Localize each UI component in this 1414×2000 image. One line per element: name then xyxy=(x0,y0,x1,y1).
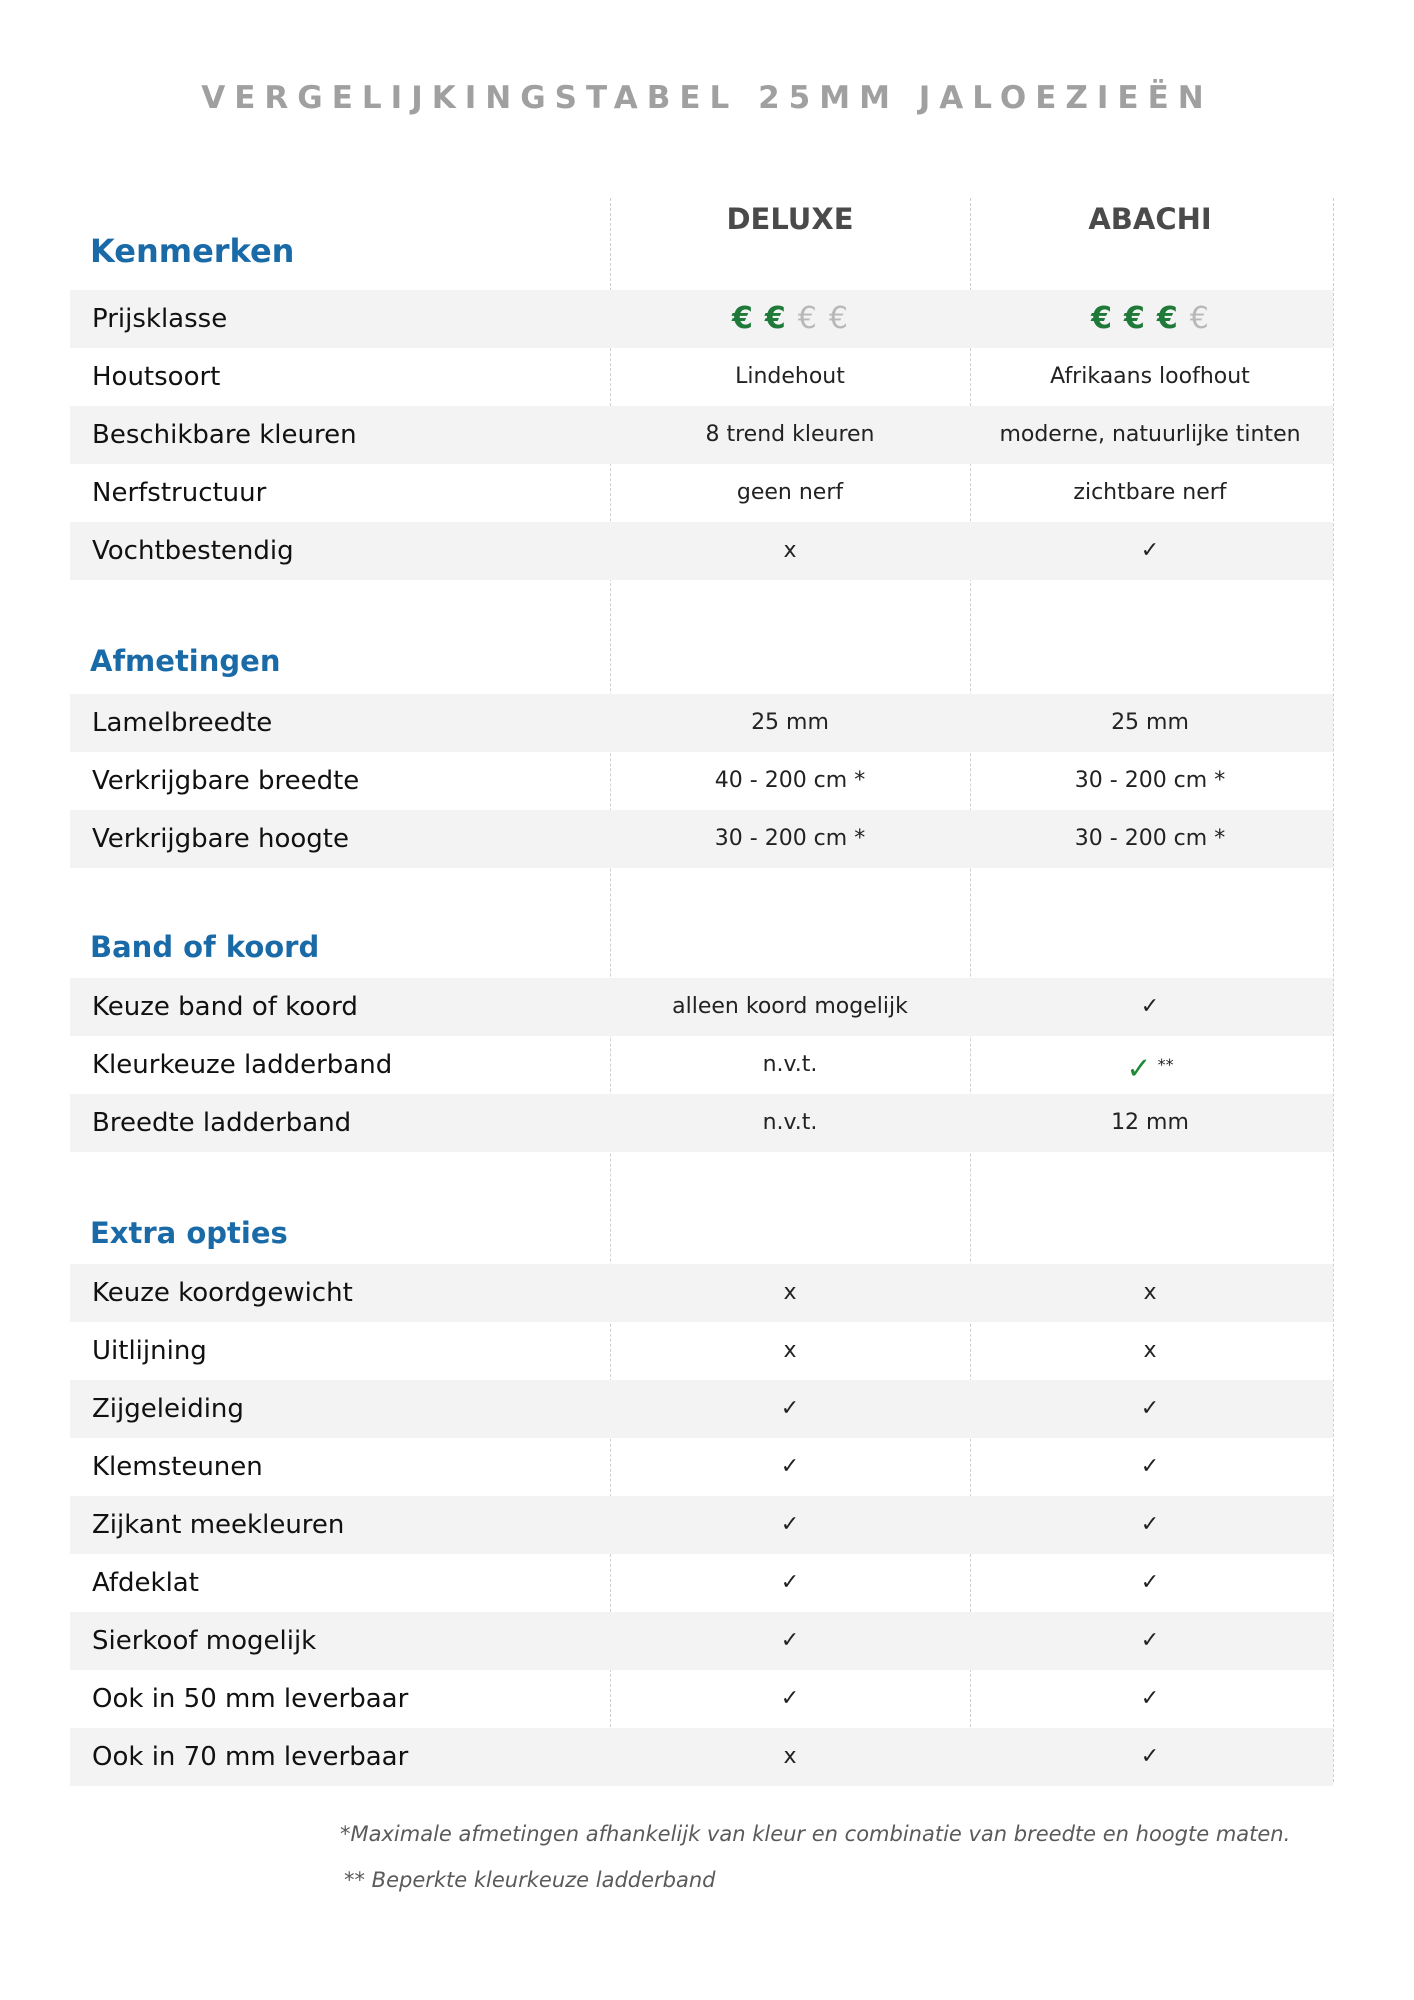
row-label: Zijkant meekleuren xyxy=(92,1510,345,1540)
row-label: Houtsoort xyxy=(92,362,221,392)
cell-abachi: 12 mm xyxy=(1111,1110,1189,1135)
cell-deluxe: n.v.t. xyxy=(762,1052,818,1077)
cell-abachi xyxy=(970,1036,1330,1101)
cell-deluxe: alleen koord mogelijk xyxy=(672,994,908,1019)
check-icon: ✓ xyxy=(1140,1454,1160,1479)
table-row xyxy=(70,1554,1333,1612)
euro-icon: € xyxy=(797,301,817,336)
price-rating-abachi xyxy=(970,290,1330,351)
check-icon: ✓ xyxy=(780,1570,800,1595)
cell-abachi: moderne, natuurlijke tinten xyxy=(999,422,1301,447)
column-header-deluxe: DELUXE xyxy=(726,202,854,236)
row-label: Zijgeleiding xyxy=(92,1394,244,1424)
euro-icon: € xyxy=(1124,301,1145,336)
cell-deluxe: 8 trend kleuren xyxy=(705,422,875,447)
price-rating-deluxe xyxy=(610,290,970,351)
row-label: Sierkoof mogelijk xyxy=(92,1626,317,1656)
euro-icon: € xyxy=(828,301,848,336)
check-icon: ✓ xyxy=(1140,994,1160,1019)
check-icon: ✓ xyxy=(1140,1686,1160,1711)
table-row xyxy=(70,1612,1333,1670)
row-label: Lamelbreedte xyxy=(92,708,273,738)
check-icon: ✓ xyxy=(1140,1512,1160,1537)
euro-icon: € xyxy=(1189,301,1209,336)
table-row xyxy=(70,752,1333,810)
cell-abachi: 30 - 200 cm * xyxy=(1074,768,1226,793)
table-row xyxy=(70,1728,1333,1786)
cell-abachi: 25 mm xyxy=(1111,710,1189,735)
euro-icon: € xyxy=(1156,301,1178,336)
row-label: Breedte ladderband xyxy=(92,1108,352,1138)
table-row xyxy=(70,406,1333,464)
cell-deluxe: Lindehout xyxy=(735,364,845,389)
row-label: Kleurkeuze ladderband xyxy=(92,1050,393,1080)
cell-deluxe: 40 - 200 cm * xyxy=(714,768,866,793)
row-label: Verkrijgbare hoogte xyxy=(92,824,349,854)
table-row xyxy=(70,694,1333,752)
column-header-abachi: ABACHI xyxy=(1088,202,1212,236)
row-label: Klemsteunen xyxy=(92,1452,263,1482)
table-row xyxy=(70,978,1333,1036)
section-heading-afmetingen: Afmetingen xyxy=(90,644,281,678)
euro-icon: € xyxy=(1091,301,1113,336)
row-label: Nerfstructuur xyxy=(92,478,267,508)
row-label: Uitlijning xyxy=(92,1336,207,1366)
footnote-marker: ** xyxy=(1157,1055,1174,1074)
section-heading-band-of-koord: Band of koord xyxy=(90,930,320,964)
check-icon: ✓ xyxy=(1140,1744,1160,1769)
cell-abachi: Afrikaans loofhout xyxy=(1050,364,1250,389)
row-label: Ook in 50 mm leverbaar xyxy=(92,1684,409,1714)
cell-abachi: zichtbare nerf xyxy=(1073,480,1227,505)
cross-icon: x xyxy=(1143,1280,1157,1305)
table-row xyxy=(70,1380,1333,1438)
cell-deluxe: 30 - 200 cm * xyxy=(714,826,866,851)
section-heading-kenmerken: Kenmerken xyxy=(90,232,295,270)
row-label: Beschikbare kleuren xyxy=(92,420,357,450)
table-row xyxy=(70,1496,1333,1554)
table-row xyxy=(70,1670,1333,1728)
euro-icon: € xyxy=(764,301,786,336)
table-row-prijsklasse xyxy=(70,290,1333,348)
row-label: Ook in 70 mm leverbaar xyxy=(92,1742,409,1772)
section-heading-extra-opties: Extra opties xyxy=(90,1216,288,1250)
row-label: Prijsklasse xyxy=(92,304,228,334)
check-icon: ✓ xyxy=(780,1628,800,1653)
check-icon: ✓ xyxy=(1140,538,1160,563)
check-icon: ✓ xyxy=(780,1454,800,1479)
check-icon: ✓ xyxy=(1140,1396,1160,1421)
row-label: Vochtbestendig xyxy=(92,536,294,566)
table-row xyxy=(70,1438,1333,1496)
cell-deluxe: n.v.t. xyxy=(762,1110,818,1135)
cross-icon: x xyxy=(783,538,797,563)
table-row xyxy=(70,464,1333,522)
footnote-dimensions: *Maximale afmetingen afhankelijk van kleur en combinatie van breedte en hoogte maten. xyxy=(340,1822,1291,1846)
column-divider xyxy=(1333,198,1334,1782)
row-label: Afdeklat xyxy=(92,1568,199,1598)
cell-abachi: 30 - 200 cm * xyxy=(1074,826,1226,851)
check-icon: ✓ xyxy=(780,1512,800,1537)
table-row xyxy=(70,1264,1333,1322)
check-icon: ✓ xyxy=(1140,1628,1160,1653)
cross-icon: x xyxy=(783,1280,797,1305)
table-row xyxy=(70,1322,1333,1380)
row-label: Keuze band of koord xyxy=(92,992,358,1022)
cell-deluxe: 25 mm xyxy=(751,710,829,735)
row-label: Verkrijgbare breedte xyxy=(92,766,360,796)
table-row xyxy=(70,1094,1333,1152)
page-title: VERGELIJKINGSTABEL 25MM JALOEZIEËN xyxy=(201,80,1213,116)
check-icon: ✓ xyxy=(1140,1570,1160,1595)
check-icon: ✓ xyxy=(780,1396,800,1421)
table-row xyxy=(70,1036,1333,1094)
table-row xyxy=(70,522,1333,580)
table-row xyxy=(70,810,1333,868)
footnote-ladderband: ** Beperkte kleurkeuze ladderband xyxy=(344,1868,716,1892)
check-icon: ✓ xyxy=(1126,1051,1152,1087)
cross-icon: x xyxy=(783,1338,797,1363)
check-icon: ✓ xyxy=(780,1686,800,1711)
cell-deluxe: geen nerf xyxy=(736,480,844,505)
cross-icon: x xyxy=(1143,1338,1157,1363)
table-row xyxy=(70,348,1333,406)
cross-icon: x xyxy=(783,1744,797,1769)
row-label: Keuze koordgewicht xyxy=(92,1278,353,1308)
euro-icon: € xyxy=(732,301,753,336)
